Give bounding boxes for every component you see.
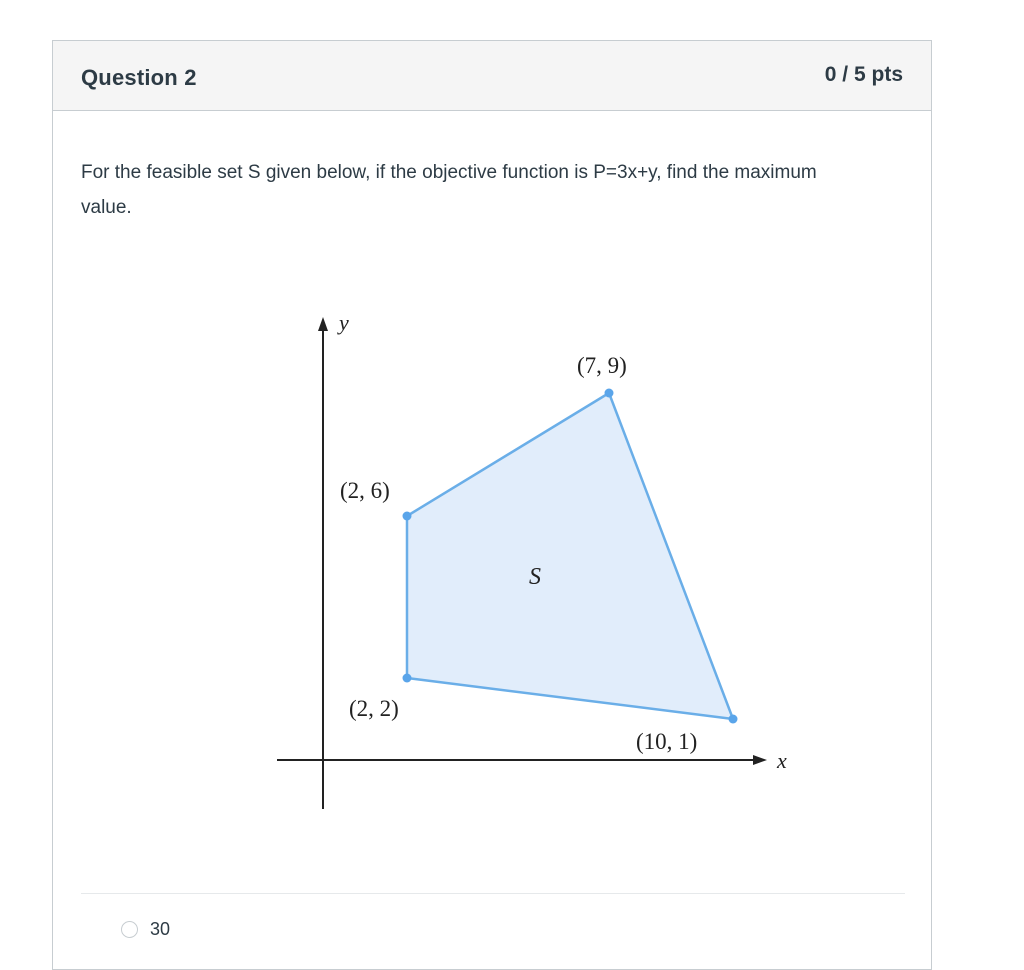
vertex-point-2-2	[403, 674, 412, 683]
vertex-point-10-1	[729, 715, 738, 724]
question-title: Question 2	[81, 65, 197, 90]
question-card	[52, 40, 932, 970]
y-axis-label: y	[339, 310, 349, 335]
vertex-label-2-6: (2, 6)	[340, 478, 390, 503]
vertex-label-10-1: (10, 1)	[636, 729, 698, 754]
x-axis-label: x	[777, 748, 787, 773]
answer-option[interactable]	[121, 917, 170, 941]
y-axis-arrow-icon	[318, 317, 328, 331]
answer-radio[interactable]	[121, 921, 138, 938]
vertex-point-7-9	[605, 389, 614, 398]
answer-label: 30	[150, 918, 171, 939]
feasible-set-figure	[53, 41, 933, 891]
vertex-label-7-9: (7, 9)	[577, 353, 627, 378]
x-axis-arrow-icon	[753, 755, 767, 765]
question-points: 0 / 5 pts	[824, 63, 903, 86]
vertex-point-2-6	[403, 512, 412, 521]
question-text: For the feasible set S given below, if the objective function is P=3x+y, find the maximum value.	[81, 162, 817, 218]
feasible-region	[407, 393, 733, 719]
region-label: S	[529, 564, 541, 590]
answer-divider	[81, 893, 905, 894]
vertex-label-2-2: (2, 2)	[349, 696, 399, 721]
